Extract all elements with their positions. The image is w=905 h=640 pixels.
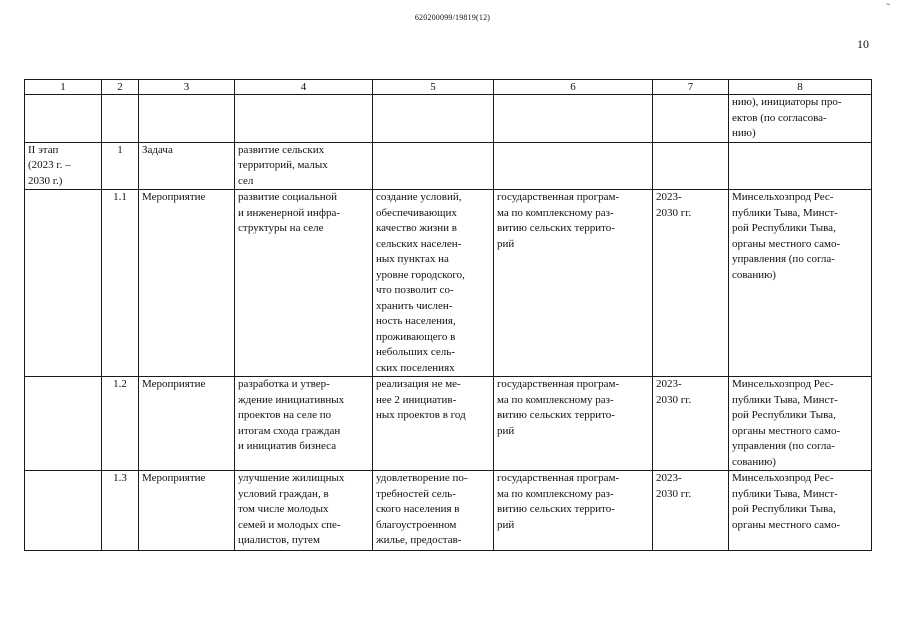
result-cell [373, 95, 494, 143]
name-cell: разработка и утвер- ждение инициативных проектов на селе по итогам схода граждан и инициатив бизнеса [235, 377, 373, 471]
plan-table [24, 79, 872, 551]
period-cell: 2023- 2030 гг. [653, 190, 729, 377]
type-cell: Мероприятие [139, 471, 235, 551]
program-cell: государственная програм- ма по комплексному раз- витию сельских террито- рий [494, 377, 653, 471]
program-cell [494, 142, 653, 190]
period-cell: 2023- 2030 гг. [653, 471, 729, 551]
column-number: 6 [494, 80, 653, 95]
name-cell [235, 95, 373, 143]
type-cell: Мероприятие [139, 377, 235, 471]
column-number: 2 [102, 80, 139, 95]
table-row [25, 471, 872, 551]
result-cell: реализация не ме- нее 2 инициатив- ных проектов в год [373, 377, 494, 471]
table-row [25, 142, 872, 190]
number-cell: 1.1 [102, 190, 139, 377]
responsible-cell: нию), инициаторы про- ектов (по согласова- нию) [729, 95, 872, 143]
type-cell [139, 95, 235, 143]
result-cell [373, 142, 494, 190]
result-cell: удовлетворение по- требностей сель- ского населения в благоустроенном жилье, предостав- [373, 471, 494, 551]
number-cell: 1 [102, 142, 139, 190]
result-cell: создание условий, обеспечивающих качество жизни в сельских населен- ных пунктах на уровне городского, что позволит со- хранить числен- ность населения, проживающего в небольших сель- ских поселениях [373, 190, 494, 377]
period-cell: 2023- 2030 гг. [653, 377, 729, 471]
program-cell [494, 95, 653, 143]
type-cell: Задача [139, 142, 235, 190]
document-id: 620200099/19819(12) [414, 13, 491, 22]
name-cell: развитие сельских территорий, малых сел [235, 142, 373, 190]
name-cell: развитие социальной и инженерной инфра- структуры на селе [235, 190, 373, 377]
stage-cell [25, 471, 102, 551]
column-number: 5 [373, 80, 494, 95]
column-number: 8 [729, 80, 872, 95]
table-row [25, 377, 872, 471]
responsible-cell: Минсельхозпрод Рес- публики Тыва, Минст- рой Республики Тыва, органы местного само- управления (по согла- сованию) [729, 190, 872, 377]
page-number: 10 [857, 37, 869, 51]
corner-mark: ~ [886, 0, 891, 9]
table-row [25, 95, 872, 143]
name-cell: улучшение жилищных условий граждан, в том числе молодых семей и молодых спе- циалистов, путем [235, 471, 373, 551]
type-cell: Мероприятие [139, 190, 235, 377]
column-number: 4 [235, 80, 373, 95]
number-cell: 1.3 [102, 471, 139, 551]
stage-cell [25, 377, 102, 471]
period-cell [653, 95, 729, 143]
column-number: 7 [653, 80, 729, 95]
stage-cell [25, 190, 102, 377]
table-row [25, 190, 872, 377]
program-cell: государственная програм- ма по комплексному раз- витию сельских террито- рий [494, 190, 653, 377]
number-cell [102, 95, 139, 143]
stage-cell [25, 95, 102, 143]
program-cell: государственная програм- ма по комплексному раз- витию сельских террито- рий [494, 471, 653, 551]
responsible-cell: Минсельхозпрод Рес- публики Тыва, Минст- рой Республики Тыва, органы местного само- [729, 471, 872, 551]
responsible-cell [729, 142, 872, 190]
column-number: 1 [25, 80, 102, 95]
period-cell [653, 142, 729, 190]
column-number-row [25, 80, 872, 95]
responsible-cell: Минсельхозпрод Рес- публики Тыва, Минст- рой Республики Тыва, органы местного само- управления (по согла- сованию) [729, 377, 872, 471]
column-number: 3 [139, 80, 235, 95]
number-cell: 1.2 [102, 377, 139, 471]
stage-cell: II этап (2023 г. – 2030 г.) [25, 142, 102, 190]
